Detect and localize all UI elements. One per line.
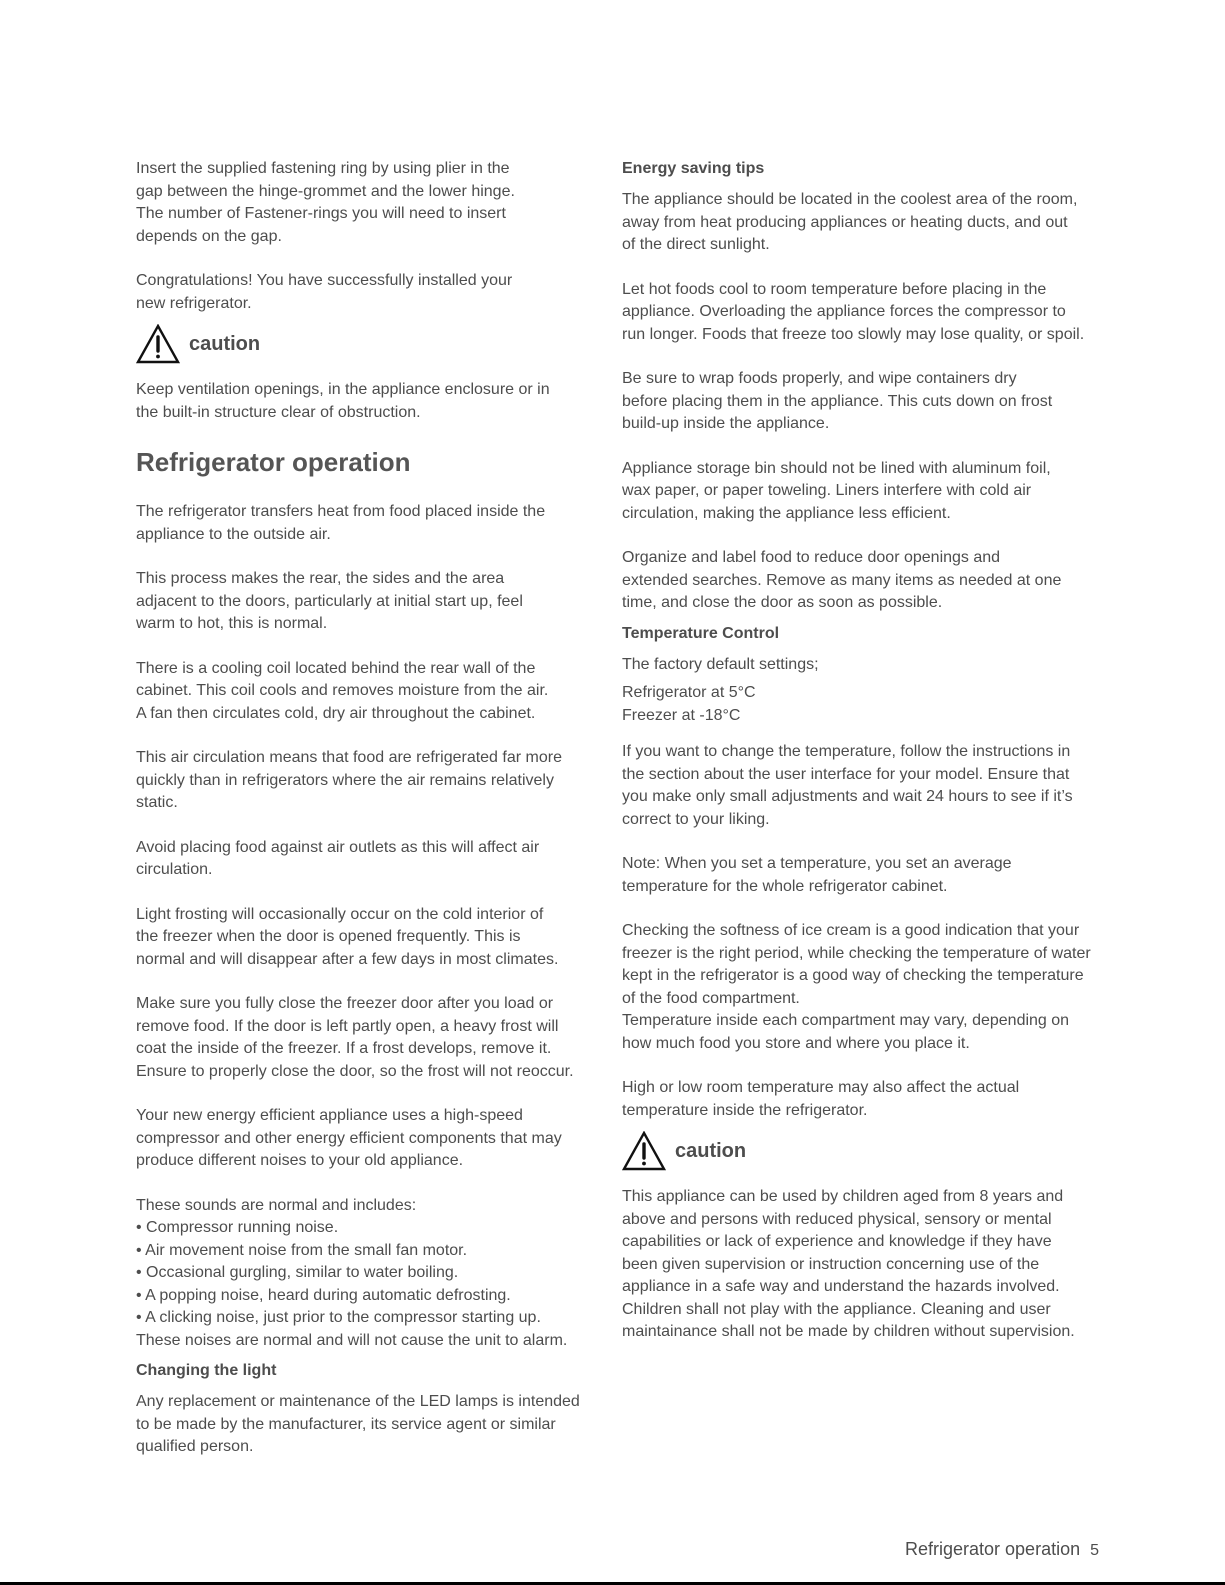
paragraph-transfers-heat: The refrigerator transfers heat from food placed inside the appliance to the outside air. xyxy=(136,503,546,543)
paragraph-temperature-settings: Refrigerator at 5°C Freezer at -18°C xyxy=(622,684,756,724)
paragraph-location: The appliance should be located in the coolest area of the room, away from heat producing appliances or heating ducts, and out of the direct sunlight. xyxy=(622,191,1078,253)
paragraph-room-temperature: High or low room temperature may also affect the actual temperature inside the refrigerator. xyxy=(622,1079,1020,1119)
subheading-temperature-control: Temperature Control xyxy=(622,624,780,642)
paragraph-change-temperature: If you want to change the temperature, follow the instructions in the section about the user interface for your model. Ensure that you make only small adjustments and wait 24 hours to see if it’s correct to your liking. xyxy=(622,743,1073,828)
caution-notice xyxy=(136,321,608,367)
page-number: 5 xyxy=(1090,1542,1100,1559)
paragraph-fastening-ring: Insert the supplied fastening ring by using plier in the gap between the hinge-grommet and the lower hinge. The number of Fastener-rings you will need to insert depends on the gap. xyxy=(136,160,515,245)
paragraph-air-circulation: This air circulation means that food are refrigerated far more quickly than in refrigerators where the air remains relatively static. xyxy=(136,749,562,811)
warning-triangle-icon xyxy=(136,324,180,364)
subheading-energy-saving: Energy saving tips xyxy=(622,160,765,177)
paragraph-children-safety: This appliance can be used by children aged from 8 years and above and persons with reduced physical, sensory or mental capabilities or lack of experience and knowledge if they have been given supervision or instruction concerning use of the appliance in a safe way and understand the hazards involved. Children shall not play with the appliance. Cleaning and user maintainance shall not be made by children without supervision. xyxy=(622,1188,1075,1340)
paragraph-wrap-foods: Be sure to wrap foods properly, and wipe containers dry before placing them in the appliance. This cuts down on frost build-up inside the appliance. xyxy=(622,370,1053,432)
paragraph-note: Note: When you set a temperature, you set an average temperature for the whole refrigerator cabinet. xyxy=(622,855,1012,895)
paragraph-process: This process makes the rear, the sides and the area adjacent to the doors, particularly at initial start up, feel warm to hot, this is normal. xyxy=(136,570,523,632)
paragraph-congratulations: Congratulations! You have successfully installed your new refrigerator. xyxy=(136,272,513,312)
paragraph-organize: Organize and label food to reduce door openings and extended searches. Remove as many items as needed at one time, and close the door as soon as possible. xyxy=(622,549,1062,611)
paragraph-sounds-list: These sounds are normal and includes: • Compressor running noise. • Air movement noise from the small fan motor. • Occasional gurgling, similar to water boiling. • A popping noise, heard during automatic defrosting. • A clicking noise, just prior to the compressor starting up. These noises are normal and will not cause the unit to alarm. xyxy=(136,1196,568,1349)
page-footer xyxy=(905,1539,1099,1560)
caution-label: caution xyxy=(189,332,261,355)
warning-triangle-icon xyxy=(622,1131,666,1171)
caution-notice-children xyxy=(622,1128,1117,1174)
paragraph-air-outlets: Avoid placing food against air outlets as this will affect air circulation. xyxy=(136,838,540,878)
left-column xyxy=(136,158,608,1459)
paragraph-frosting: Light frosting will occasionally occur on the cold interior of the freezer when the door is opened frequently. This is normal and will disappear after a few days in most climates. xyxy=(136,905,559,968)
paragraph-ice-cream: Checking the softness of ice cream is a good indication that your freezer is the right period, while checking the temperature of water kept in the refrigerator is a good way of checking the temperature of the food compartment. Temperature inside each compartment may vary, depending on how much food you store and where you place it. xyxy=(622,922,1091,1052)
paragraph-default-settings: The factory default settings; xyxy=(622,655,819,673)
paragraph-cooling-coil: There is a cooling coil located behind the rear wall of the cabinet. This coil cools and removes moisture from the air. A fan then circulates cold, dry air throughout the cabinet. xyxy=(136,659,549,722)
paragraph-hot-foods: Let hot foods cool to room temperature before placing in the appliance. Overloading the appliance forces the compressor to run longer. Foods that freeze too slowly may lose quality, or spoil. xyxy=(622,280,1085,343)
paragraph-led-lamps: Any replacement or maintenance of the LED lamps is intended to be made by the manufacturer, its service agent or similar qualified person. xyxy=(136,1393,580,1455)
right-column xyxy=(622,158,1117,1344)
footer-section-title: Refrigerator operation xyxy=(905,1539,1081,1559)
paragraph-close-door: Make sure you fully close the freezer door after you load or remove food. If the door is left partly open, a heavy frost will coat the inside of the freezer. If a frost develops, remove it. Ensure to properly close the door, so the frost will not reoccur. xyxy=(136,995,574,1080)
subheading-changing-light: Changing the light xyxy=(136,1362,277,1379)
paragraph-energy-efficient: Your new energy efficient appliance uses a high-speed compressor and other energy efficient components that may produce different noises to your old appliance. xyxy=(136,1107,562,1169)
section-heading: Refrigerator operation xyxy=(136,447,411,477)
paragraph-storage-bin: Appliance storage bin should not be lined with aluminum foil, wax paper, or paper toweling. Liners interfere with cold air circulation, making the appliance less efficient. xyxy=(622,459,1051,522)
caution-label: caution xyxy=(675,1139,747,1162)
paragraph-ventilation: Keep ventilation openings, in the appliance enclosure or in the built-in structure clear of obstruction. xyxy=(136,381,550,421)
